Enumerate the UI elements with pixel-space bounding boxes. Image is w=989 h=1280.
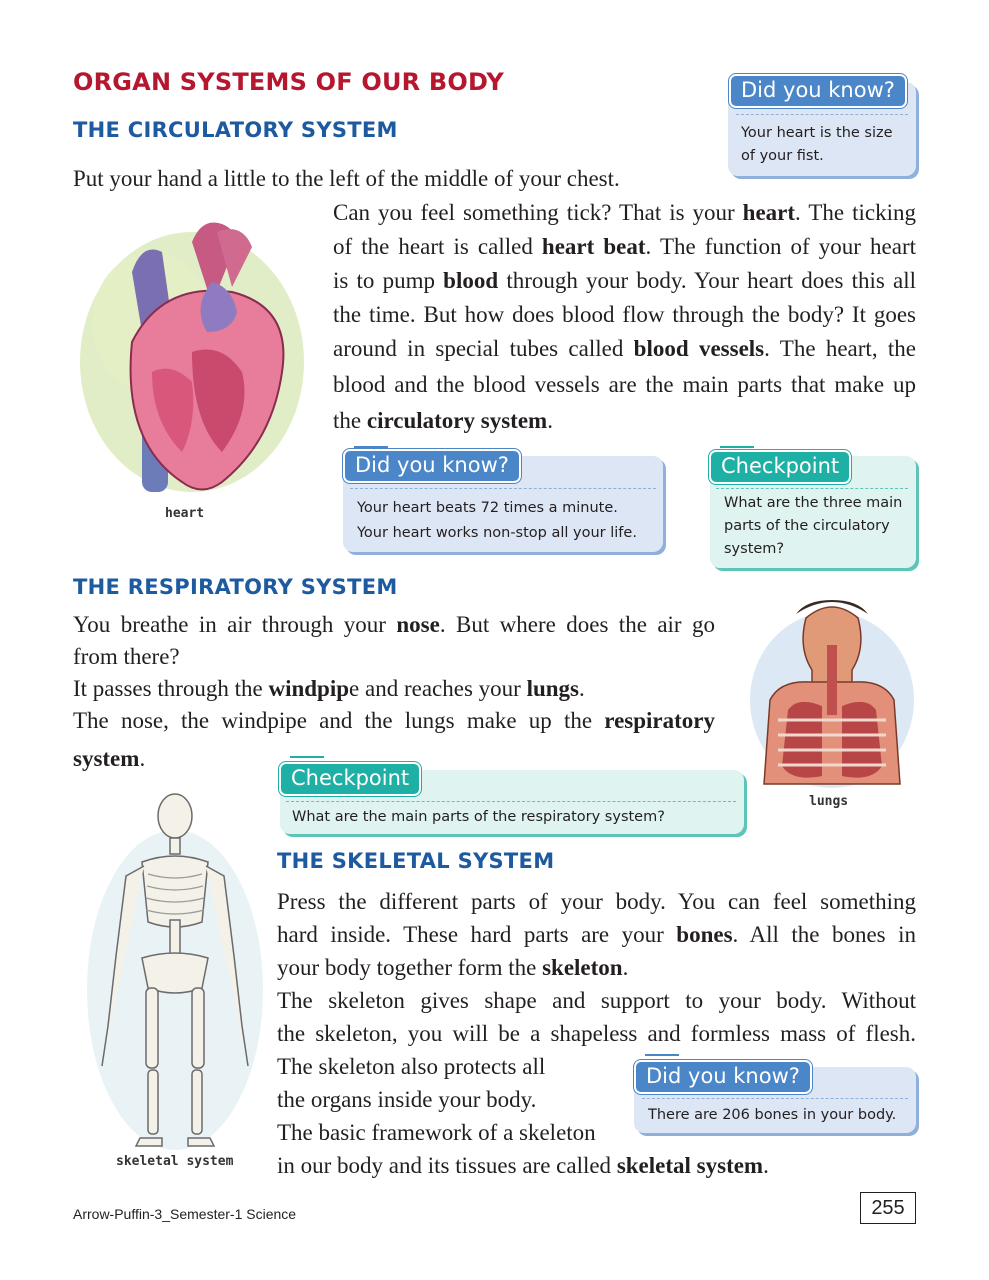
paragraph-line: the time. But how does blood flow through the body? It goes bbox=[333, 302, 916, 327]
paragraph-line: The nose, the windpipe and the lungs make up the respiratory bbox=[73, 708, 715, 733]
lungs-caption: lungs bbox=[809, 794, 849, 809]
paragraph-line: The skeleton also protects all bbox=[277, 1054, 546, 1079]
respiratory-paragraph bbox=[73, 609, 715, 773]
skeleton-caption: skeletal system bbox=[116, 1154, 234, 1169]
paragraph-line: It passes through the windpipe and reaches your lungs. bbox=[73, 676, 585, 701]
tag-accent bbox=[645, 1054, 679, 1056]
divider bbox=[736, 114, 908, 115]
tag-accent bbox=[290, 756, 324, 758]
tag-accent bbox=[720, 446, 754, 448]
did-you-know-tag-1: Did you know? bbox=[729, 74, 907, 108]
lungs-illustration bbox=[748, 600, 916, 790]
did-you-know-text-3: There are 206 bones in your body. bbox=[648, 1107, 897, 1123]
paragraph-line: Can you feel something tick? That is your heart. The ticking bbox=[333, 200, 916, 225]
page-number: 255 bbox=[860, 1192, 916, 1224]
divider bbox=[642, 1098, 908, 1099]
checkpoint-text-2: What are the main parts of the respiratory system? bbox=[292, 809, 665, 825]
checkpoint-text-1: What are the three main parts of the circulatory system? bbox=[724, 495, 903, 557]
paragraph-line: the skeleton, you will be a shapeless and formless mass of flesh. bbox=[277, 1021, 916, 1046]
divider bbox=[286, 801, 736, 802]
paragraph-line: your body together form the skeleton. bbox=[277, 955, 629, 980]
paragraph-line: from there? bbox=[73, 644, 180, 669]
paragraph-line: around in special tubes called blood vessels. The heart, the bbox=[333, 336, 916, 361]
did-you-know-tag-3: Did you know? bbox=[634, 1060, 812, 1094]
paragraph-line: hard inside. These hard parts are your bones. All the bones in bbox=[277, 922, 916, 947]
paragraph-line: blood and the blood vessels are the main parts that make up bbox=[333, 372, 916, 397]
did-you-know-text-2: Your heart beats 72 times a minute. Your heart works non-stop all your life. bbox=[357, 500, 637, 541]
skeleton-illustration bbox=[80, 790, 270, 1152]
circulatory-paragraph bbox=[333, 196, 916, 438]
page-title: ORGAN SYSTEMS OF OUR BODY bbox=[73, 68, 504, 96]
tag-accent bbox=[354, 446, 388, 448]
footer-book-title: Arrow-Puffin-3_Semester-1 Science bbox=[73, 1206, 297, 1222]
circulatory-heading: THE CIRCULATORY SYSTEM bbox=[73, 118, 398, 142]
paragraph-line: is to pump blood through your body. Your heart does this all bbox=[333, 268, 916, 293]
divider bbox=[350, 488, 656, 489]
checkpoint-tag-2: Checkpoint bbox=[279, 762, 421, 796]
paragraph-line: Press the different parts of your body. You can feel something bbox=[277, 889, 916, 914]
paragraph-line: the organs inside your body. bbox=[277, 1087, 537, 1112]
did-you-know-tag-2: Did you know? bbox=[343, 449, 521, 483]
circulatory-intro: Put your hand a little to the left of the middle of your chest. bbox=[73, 166, 620, 191]
heart-illustration bbox=[72, 212, 312, 497]
skeletal-paragraph bbox=[277, 886, 916, 1183]
paragraph-line: the circulatory system. bbox=[333, 408, 553, 433]
paragraph-line: The skeleton gives shape and support to your body. Without bbox=[277, 988, 916, 1013]
paragraph-line: system. bbox=[73, 746, 146, 771]
did-you-know-text-1: Your heart is the size of your fist. bbox=[741, 125, 893, 164]
skeletal-heading: THE SKELETAL SYSTEM bbox=[277, 849, 555, 873]
paragraph-line: The basic framework of a skeleton bbox=[277, 1120, 596, 1145]
respiratory-heading: THE RESPIRATORY SYSTEM bbox=[73, 575, 398, 599]
divider bbox=[716, 488, 908, 489]
paragraph-line: of the heart is called heart beat. The function of your heart bbox=[333, 234, 916, 259]
paragraph-line: in our body and its tissues are called skeletal system. bbox=[277, 1153, 769, 1178]
paragraph-line: You breathe in air through your nose. But where does the air go bbox=[73, 612, 715, 637]
heart-caption: heart bbox=[165, 506, 205, 521]
checkpoint-tag-1: Checkpoint bbox=[709, 450, 851, 484]
